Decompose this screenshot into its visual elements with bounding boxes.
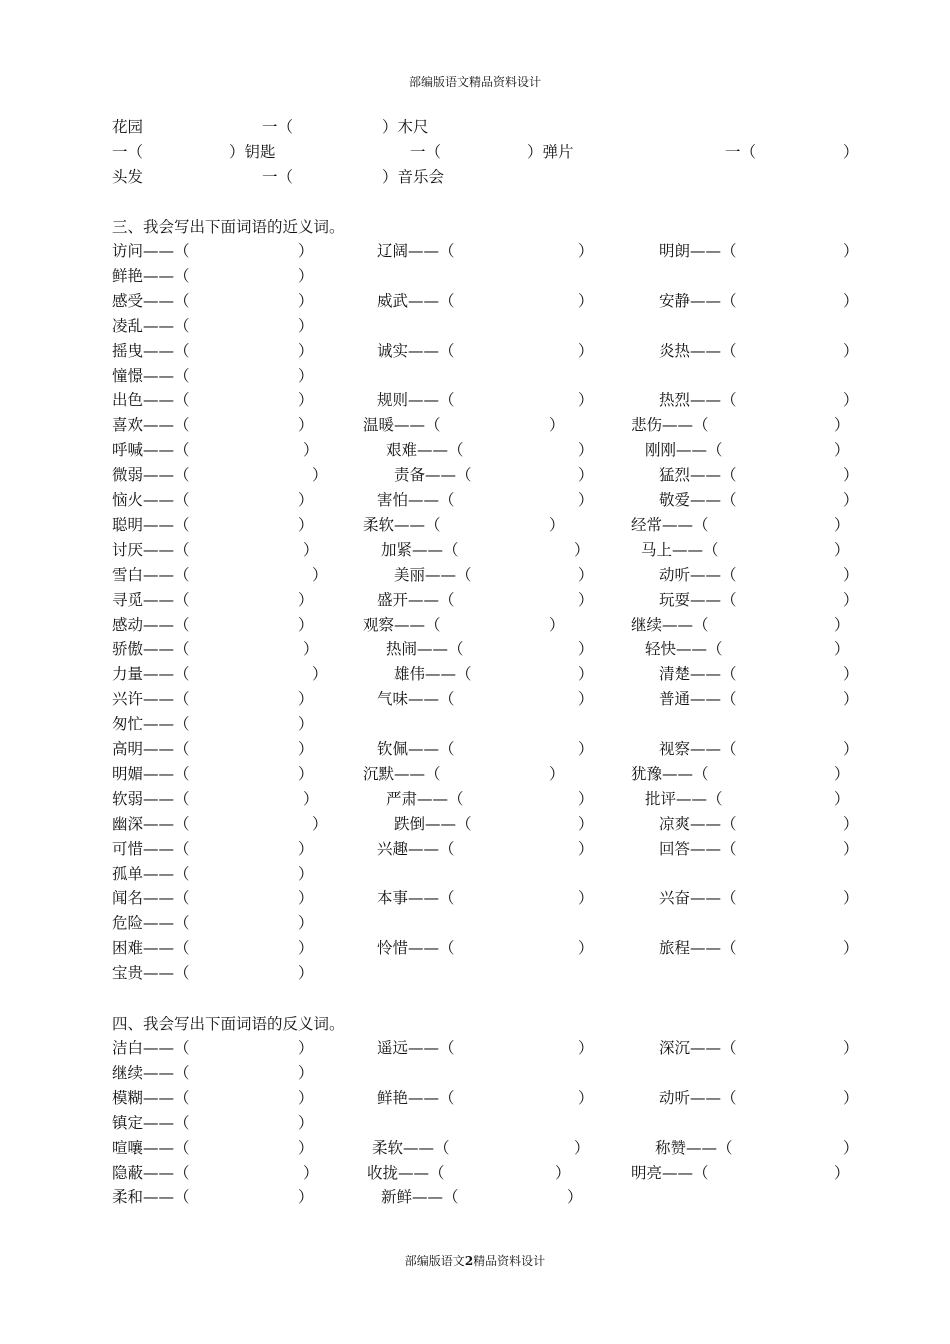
synonym-exercise-item: ） [303,441,319,460]
page-footer [0,1252,950,1269]
synonym-exercise-item: 出色——（ [112,391,190,410]
page-header: 部编版语文精品资料设计 [408,75,541,89]
measure-word-item: ）钥匙 [229,143,276,161]
synonym-exercise-item: ） [298,491,314,509]
synonym-exercise-item: ） [834,441,850,460]
synonym-exercise-item: ） [578,590,594,609]
synonym-exercise-item: ） [843,590,859,609]
synonym-exercise-item: 困难——（ [112,939,190,958]
synonym-exercise-item: 沉默——（ [363,764,441,783]
synonym-exercise-item: ） [574,540,590,559]
synonym-exercise-item: 盛开——（ [377,590,455,609]
synonym-exercise-item: 美丽——（ [394,565,472,584]
measure-word-item: ）弹片 [527,143,574,161]
synonym-exercise-item: 憧憬——（ [112,366,190,385]
synonym-exercise-item: 清楚——（ [659,665,737,684]
antonym-exercise-item: 模糊——（ [112,1088,190,1107]
synonym-exercise-item: ） [843,391,859,410]
synonym-exercise-item: ） [578,242,594,260]
synonym-exercise-item: 猛烈——（ [659,466,737,485]
synonym-exercise-item: 视察——（ [659,740,737,758]
measure-word-item: 一（ [262,168,294,186]
synonym-exercise-item: ） [834,640,850,659]
synonym-exercise-item: ） [549,515,565,534]
synonym-exercise-item: ） [578,740,594,758]
synonym-exercise-item: ） [834,540,850,559]
antonym-exercise-item: ） [298,1039,314,1057]
antonym-exercise-item: ） [843,1039,859,1057]
synonym-exercise-item: 诚实——（ [377,341,455,360]
antonym-exercise-item: 继续——（ [112,1063,190,1082]
synonym-exercise-item: 跌倒——（ [394,814,472,833]
synonym-exercise-item: 继续——（ [631,615,709,634]
synonym-exercise-item: ） [843,839,859,858]
measure-word-item: 花园 [112,118,144,136]
antonym-exercise-item: ） [298,1088,314,1107]
synonym-exercise-item: ） [578,491,594,509]
measure-word-item: 头发 [112,168,144,186]
synonym-exercise-item: 本事——（ [377,889,455,908]
synonym-exercise-item: ） [843,690,859,709]
synonym-exercise-item: ） [298,266,314,285]
synonym-exercise-item: 热闹——（ [386,640,464,659]
synonym-exercise-item: 温暖——（ [363,416,441,435]
synonym-exercise-item: 明媚——（ [112,764,190,783]
synonym-exercise-item: ） [843,889,859,908]
antonym-exercise-item: ） [834,1163,850,1182]
antonym-exercise-item: 收拢——（ [367,1163,445,1182]
synonym-exercise-item: 轻快——（ [645,640,723,659]
synonym-exercise-item: ） [298,391,314,410]
synonym-exercise-item: 凌乱——（ [112,316,190,335]
antonym-exercise-item: ） [555,1163,571,1182]
antonym-exercise-item: 隐蔽——（ [112,1163,190,1182]
antonym-exercise-item: 柔和——（ [112,1188,190,1207]
synonym-exercise-item: ） [298,366,314,385]
measure-word-item: 一（ [262,118,294,136]
synonym-exercise-item: 马上——（ [641,540,719,559]
antonym-exercise-item: ） [578,1088,594,1107]
synonym-exercise-item: ） [298,291,314,310]
synonym-exercise-item: 雪白——（ [112,565,190,584]
synonym-exercise-item: 悲伤——（ [631,416,709,435]
synonym-exercise-item: ） [298,939,314,958]
synonym-exercise-item: 规则——（ [377,391,455,410]
synonym-exercise-item: ） [298,615,314,634]
synonym-exercise-item: 凉爽——（ [659,814,737,833]
antonym-exercise-item: ） [298,1063,314,1082]
antonym-exercise-item: ） [567,1188,583,1207]
synonym-exercise-item: 旅程——（ [659,939,737,958]
synonym-exercise-item: ） [834,615,850,634]
synonym-exercise-item: ） [298,764,314,783]
antonym-exercise-item: 动听——（ [659,1088,737,1107]
synonym-exercise-item: ） [834,515,850,534]
synonym-exercise-item: 辽阔——（ [377,242,455,260]
synonym-exercise-item: ） [298,690,314,709]
synonym-exercise-item: ） [298,914,314,933]
synonym-exercise-item: 闻名——（ [112,889,190,908]
synonym-exercise-item: ） [843,242,859,260]
page-number: 2 [464,1254,474,1268]
measure-word-item: 一（ [725,143,757,161]
synonym-exercise-item: ） [834,416,850,435]
section-3-title: 三、我会写出下面词语的近义词。 [112,218,345,236]
synonym-exercise-item: 宝贵——（ [112,964,190,983]
synonym-exercise-item: ） [298,964,314,983]
measure-word-item: 一（ [112,143,144,161]
synonym-exercise-item: ） [578,341,594,360]
synonym-exercise-item: 威武——（ [377,291,455,310]
synonym-exercise-item: 明朗——（ [659,242,737,260]
synonym-exercise-item: 钦佩——（ [377,740,455,758]
synonym-exercise-item: 犹豫——（ [631,764,709,783]
synonym-exercise-item: ） [298,341,314,360]
synonym-exercise-item: ） [312,814,328,833]
synonym-exercise-item: 加紧——（ [381,540,459,559]
synonym-exercise-item: 玩耍——（ [659,590,737,609]
antonym-exercise-item: 深沉——（ [659,1039,737,1057]
synonym-exercise-item: ） [298,316,314,335]
synonym-exercise-item: 访问——（ [112,242,190,260]
synonym-exercise-item: 动听——（ [659,565,737,584]
synonym-exercise-item: ） [298,715,314,734]
synonym-exercise-item: ） [312,665,328,684]
synonym-exercise-item: ） [549,764,565,783]
synonym-exercise-item: 怜惜——（ [377,939,455,958]
synonym-exercise-item: ） [578,789,594,808]
antonym-exercise-item: ） [298,1113,314,1132]
synonym-exercise-item: ） [834,789,850,808]
synonym-exercise-item: 敬爱——（ [659,491,737,509]
synonym-exercise-item: 软弱——（ [112,789,190,808]
synonym-exercise-item: 回答——（ [659,839,737,858]
synonym-exercise-item: 兴奋——（ [659,889,737,908]
synonym-exercise-item: 安静——（ [659,291,737,310]
synonym-exercise-item: 害怕——（ [377,491,455,509]
synonym-exercise-item: 呼喊——（ [112,441,190,460]
synonym-exercise-item: 批评——（ [645,789,723,808]
synonym-exercise-item: ） [298,590,314,609]
synonym-exercise-item: ） [578,690,594,709]
antonym-exercise-item: ） [578,1039,594,1057]
antonym-exercise-item: ） [843,1138,859,1157]
synonym-exercise-item: 责备——（ [394,466,472,485]
synonym-exercise-item: 喜欢——（ [112,416,190,435]
synonym-exercise-item: ） [578,839,594,858]
antonym-exercise-item: ） [298,1138,314,1157]
synonym-exercise-item: ） [578,291,594,310]
synonym-exercise-item: 兴趣——（ [377,839,455,858]
measure-word-item: ）音乐会 [382,168,445,186]
antonym-exercise-item: 镇定——（ [112,1113,190,1132]
synonym-exercise-item: ） [549,416,565,435]
synonym-exercise-item: ） [578,466,594,485]
synonym-exercise-item: 气味——（ [377,690,455,709]
synonym-exercise-item: 危险——（ [112,914,190,933]
synonym-exercise-item: ） [298,416,314,435]
antonym-exercise-item: 明亮——（ [631,1163,709,1182]
synonym-exercise-item: 兴许——（ [112,690,190,709]
antonym-exercise-item: ） [843,1088,859,1107]
synonym-exercise-item: 雄伟——（ [394,665,472,684]
synonym-exercise-item: ） [303,640,319,659]
synonym-exercise-item: ） [578,441,594,460]
synonym-exercise-item: ） [578,391,594,410]
synonym-exercise-item: 匆忙——（ [112,715,190,734]
synonym-exercise-item: 骄傲——（ [112,640,190,659]
antonym-exercise-item: ） [574,1138,590,1157]
antonym-exercise-item: 洁白——（ [112,1039,190,1057]
synonym-exercise-item: ） [298,242,314,260]
antonym-exercise-item: ） [303,1163,319,1182]
synonym-exercise-item: ） [549,615,565,634]
synonym-exercise-item: ） [843,740,859,758]
synonym-exercise-item: ） [843,491,859,509]
footer-text-before: 部编版语文 [404,1254,465,1268]
synonym-exercise-item: ） [298,740,314,758]
synonym-exercise-item: ） [298,889,314,908]
synonym-exercise-item: 力量——（ [112,665,190,684]
section-4-title: 四、我会写出下面词语的反义词。 [112,1015,345,1033]
synonym-exercise-item: ） [298,839,314,858]
synonym-exercise-item: ） [843,565,859,584]
synonym-exercise-item: ） [312,565,328,584]
synonym-exercise-item: 严肃——（ [386,789,464,808]
antonym-exercise-item: 新鲜——（ [381,1188,459,1207]
synonym-exercise-item: ） [578,565,594,584]
synonym-exercise-item: ） [578,640,594,659]
synonym-exercise-item: 艰难——（ [386,441,464,460]
antonym-exercise-item: ） [298,1188,314,1207]
synonym-exercise-item: 炎热——（ [659,341,737,360]
measure-word-item: ） [843,143,859,161]
synonym-exercise-item: ） [578,889,594,908]
synonym-exercise-item: 恼火——（ [112,491,190,509]
synonym-exercise-item: ） [578,814,594,833]
synonym-exercise-item: 讨厌——（ [112,540,190,559]
synonym-exercise-item: ） [298,515,314,534]
synonym-exercise-item: 可惜——（ [112,839,190,858]
footer-text-after: 精品资料设计 [473,1254,546,1268]
synonym-exercise-item: 摇曳——（ [112,341,190,360]
synonym-exercise-item: 热烈——（ [659,391,737,410]
synonym-exercise-item: 高明——（ [112,740,190,758]
synonym-exercise-item: ） [843,291,859,310]
measure-word-item: ）木尺 [382,118,429,136]
synonym-exercise-item: ） [312,466,328,485]
synonym-exercise-item: ） [843,341,859,360]
antonym-exercise-item: 柔软——（ [372,1138,450,1157]
antonym-exercise-item: 遥远——（ [377,1039,455,1057]
synonym-exercise-item: 柔软——（ [363,515,441,534]
synonym-exercise-item: ） [578,939,594,958]
synonym-exercise-item: 刚刚——（ [645,441,723,460]
synonym-exercise-item: 鲜艳——（ [112,266,190,285]
antonym-exercise-item: 鲜艳——（ [377,1088,455,1107]
synonym-exercise-item: ） [303,540,319,559]
synonym-exercise-item: ） [834,764,850,783]
synonym-exercise-item: ） [843,939,859,958]
synonym-exercise-item: ） [843,466,859,485]
synonym-exercise-item: 微弱——（ [112,466,190,485]
synonym-exercise-item: ） [303,789,319,808]
synonym-exercise-item: ） [578,665,594,684]
synonym-exercise-item: 观察——（ [363,615,441,634]
antonym-exercise-item: 称赞——（ [655,1138,733,1157]
antonym-exercise-item: 喧嚷——（ [112,1138,190,1157]
synonym-exercise-item: 寻觅——（ [112,590,190,609]
synonym-exercise-item: 幽深——（ [112,814,190,833]
synonym-exercise-item: 孤单——（ [112,864,190,883]
measure-word-item: 一（ [410,143,442,161]
synonym-exercise-item: ） [843,665,859,684]
synonym-exercise-item: ） [843,814,859,833]
synonym-exercise-item: ） [298,864,314,883]
synonym-exercise-item: 经常——（ [631,515,709,534]
synonym-exercise-item: 感动——（ [112,615,190,634]
synonym-exercise-item: 普通——（ [659,690,737,709]
synonym-exercise-item: 感受——（ [112,291,190,310]
synonym-exercise-item: 聪明——（ [112,515,190,534]
